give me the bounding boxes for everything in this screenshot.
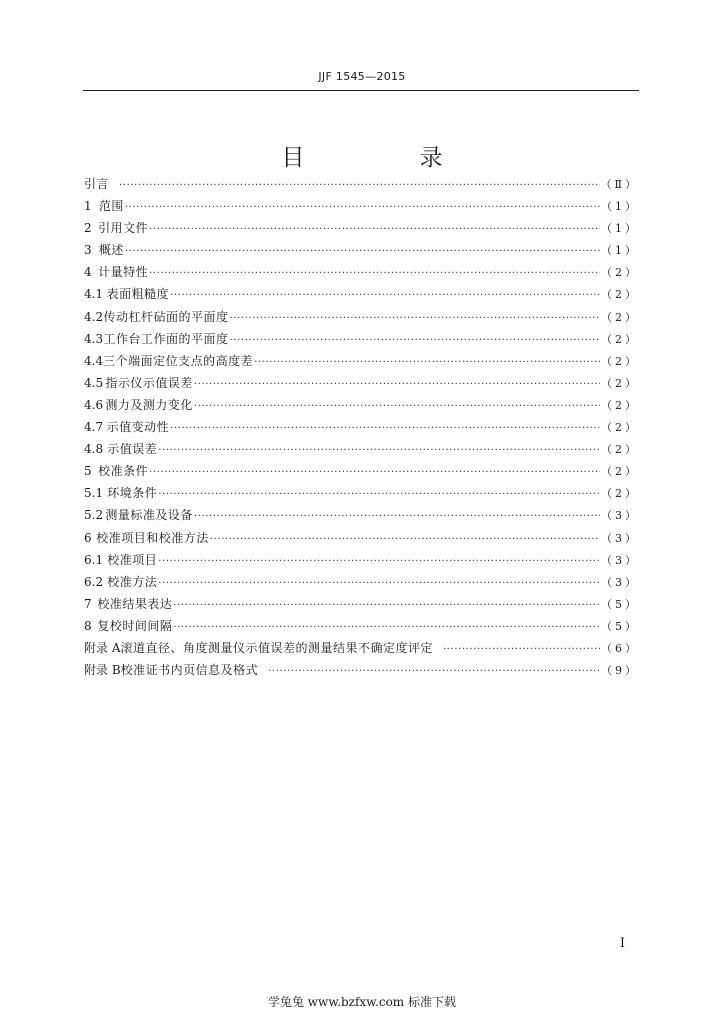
toc-entry-title: 传动杠杆砧面的平面度	[103, 309, 229, 324]
toc-entry-number: 6	[84, 530, 92, 545]
toc-entry[interactable]	[84, 639, 639, 661]
toc-entry-page: （2）	[601, 288, 639, 302]
toc-entry[interactable]	[84, 462, 639, 484]
page-title: 目 录	[281, 145, 489, 172]
toc-entry-title: 校准项目	[107, 552, 158, 567]
toc-entry[interactable]	[84, 529, 639, 551]
toc-entry-number: 5.2	[84, 508, 104, 523]
toc-entry[interactable]	[84, 506, 639, 528]
toc-dot-leader	[125, 202, 600, 213]
toc-entry-title: 环境条件	[107, 486, 158, 501]
toc-dot-leader	[443, 644, 600, 655]
toc-entry-page: （2）	[601, 266, 639, 280]
toc-entry-page: （1）	[601, 222, 639, 236]
toc-entry-number: 7	[84, 596, 92, 611]
toc-dot-leader	[158, 556, 600, 567]
toc-entry[interactable]	[84, 396, 639, 418]
toc-entry[interactable]	[84, 661, 639, 683]
toc-entry[interactable]	[84, 263, 639, 285]
toc-entry[interactable]	[84, 285, 639, 307]
toc-entry-number: 4.7	[84, 420, 104, 435]
toc-entry-title: 三个端面定位支点的高度差	[103, 353, 254, 368]
toc-dot-leader	[210, 534, 600, 545]
toc-entry-title: 计量特性	[98, 265, 149, 280]
toc-entry-title: 概述	[98, 243, 124, 258]
toc-dot-leader	[149, 467, 600, 478]
toc-entry[interactable]	[84, 219, 639, 241]
toc-entry-title: 滚道直径、角度测量仪示值误差的测量结果不确定度评定	[120, 640, 433, 655]
toc-entry-number: 4.2	[84, 309, 104, 324]
toc-entry-page: （9）	[601, 664, 639, 678]
toc-entry-title: 示值变动性	[106, 420, 170, 435]
toc-entry-page: （3）	[601, 509, 639, 523]
toc-entry-title: 校准证书内页信息及格式	[120, 663, 259, 678]
toc-entry-title: 校准项目和校准方法	[96, 530, 209, 545]
toc-entry-number: 6.1	[84, 552, 104, 567]
toc-dot-leader	[194, 379, 600, 390]
toc-entry-number: 附录 B	[84, 663, 121, 678]
toc-dot-leader	[194, 401, 600, 412]
toc-entry-title: 引言	[84, 177, 110, 191]
toc-entry[interactable]	[84, 595, 639, 617]
toc-dot-leader	[170, 423, 600, 434]
toc-entry-number: 4.6	[84, 397, 104, 412]
toc-entry-page: （2）	[601, 398, 639, 412]
toc-entry-title: 指示仪示值误差	[105, 375, 193, 390]
toc-entry-number: 4.4	[84, 353, 104, 368]
toc-entry-page: （5）	[601, 619, 639, 633]
toc-entry[interactable]	[84, 197, 639, 219]
header-divider	[83, 90, 639, 91]
toc-entry-number: 4.8	[84, 442, 104, 457]
toc-entry[interactable]	[84, 374, 639, 396]
page-number: I	[619, 936, 625, 951]
toc-entry-page: （3）	[601, 575, 639, 589]
toc-entry-page: （1）	[601, 244, 639, 258]
toc-dot-leader	[268, 666, 600, 677]
toc-entry-page: （2）	[601, 354, 639, 368]
toc-entry-page: （1）	[601, 200, 639, 214]
toc-entry-page: （5）	[601, 597, 639, 611]
toc-entry[interactable]	[84, 551, 639, 573]
toc-entry[interactable]	[84, 484, 639, 506]
toc-entry-number: 4	[84, 265, 92, 280]
toc-entry-title: 引用文件	[98, 221, 149, 236]
toc-dot-leader	[173, 622, 600, 633]
toc-entry-page: （3）	[601, 531, 639, 545]
toc-dot-leader	[119, 180, 600, 191]
toc-entry-page: （2）	[601, 487, 639, 501]
toc-entry-title: 校准结果表达	[97, 596, 173, 611]
document-code: JJF 1545—2015	[318, 70, 406, 83]
toc-entry-title: 测量标准及设备	[105, 508, 193, 523]
toc-entry-page: （3）	[601, 553, 639, 567]
toc-entry-number: 5	[84, 464, 92, 479]
toc-entry[interactable]	[84, 418, 639, 440]
toc-entry-number: 4.5	[84, 375, 104, 390]
toc-entry-page: （Ⅱ）	[600, 178, 639, 191]
toc-entry-title: 校准方法	[107, 574, 158, 589]
toc-entry[interactable]	[84, 241, 639, 263]
toc-entry-number: 6.2	[84, 574, 104, 589]
toc-entry[interactable]	[84, 330, 639, 352]
toc-dot-leader	[158, 578, 600, 589]
toc-entry-number: 4.1	[84, 287, 104, 302]
toc-entry-number: 8	[84, 618, 92, 633]
toc-entry-page: （2）	[601, 443, 639, 457]
toc-dot-leader	[158, 445, 600, 456]
toc-dot-leader	[170, 290, 600, 301]
toc-entry-number: 1	[84, 199, 92, 214]
toc-entry-number: 附录 A	[84, 640, 121, 655]
toc-dot-leader	[149, 224, 600, 235]
toc-entry-page: （6）	[601, 641, 639, 655]
toc-entry[interactable]	[84, 352, 639, 374]
toc-entry-title: 测力及测力变化	[105, 397, 193, 412]
toc-dot-leader	[149, 268, 600, 279]
toc-entry-title: 示值误差	[107, 442, 158, 457]
toc-entry-page: （2）	[601, 376, 639, 390]
toc-dot-leader	[230, 335, 600, 346]
toc-entry-number: 4.3	[84, 331, 104, 346]
toc-dot-leader	[230, 313, 600, 324]
toc-entry-title: 校准条件	[98, 464, 149, 479]
toc-entry-page: （2）	[601, 465, 639, 479]
toc-entry-page: （2）	[601, 332, 639, 346]
toc-dot-leader	[125, 246, 600, 257]
toc-entry[interactable]	[84, 308, 639, 330]
toc-entry-title: 表面粗糙度	[106, 287, 170, 302]
toc-entry[interactable]	[84, 440, 639, 462]
toc-entry[interactable]	[84, 175, 639, 197]
toc-entry-title: 复校时间间隔	[97, 618, 173, 633]
toc-dot-leader	[158, 489, 600, 500]
toc-entry[interactable]	[84, 617, 639, 639]
toc-entry-title: 工作台工作面的平面度	[103, 331, 229, 346]
toc-entry-number: 2	[84, 221, 92, 236]
table-of-contents	[84, 175, 639, 683]
toc-dot-leader	[194, 511, 600, 522]
toc-entry-page: （2）	[601, 310, 639, 324]
toc-dot-leader	[173, 600, 600, 611]
toc-entry-number: 3	[84, 243, 92, 258]
toc-entry[interactable]	[84, 573, 639, 595]
footer-watermark: 学兔兔 www.bzfxw.com 标准下载	[267, 995, 457, 1009]
toc-entry-number: 5.1	[84, 486, 104, 501]
toc-entry-page: （2）	[601, 421, 639, 435]
toc-dot-leader	[254, 357, 600, 368]
toc-entry-title: 范围	[98, 199, 124, 214]
